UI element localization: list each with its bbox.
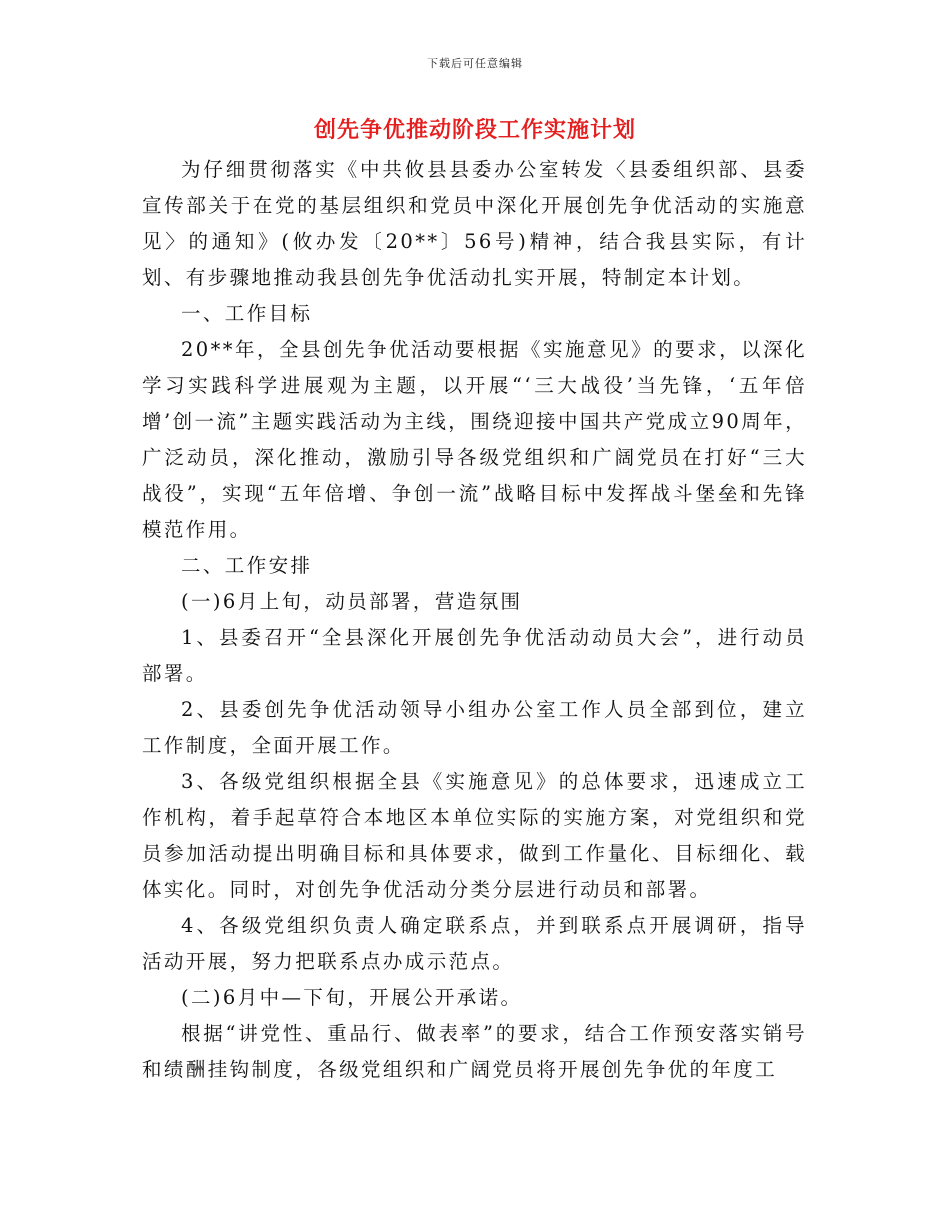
document-body	[142, 152, 807, 1088]
heading-work-goal: 一、工作目标	[181, 302, 313, 325]
paragraph-item-3: 3、各级党组织根据全县《实施意见》的总体要求，迅速成立工作机构，着手起草符合本地区本单位实际的实施方案，对党组织和党员参加活动提出明确目标和具体要求，做到工作量化、目标细化、载体实化。同时，对创先争优活动分类分层进行动员和部署。	[142, 770, 807, 901]
paragraph-phase-2: 根据“讲党性、重品行、做表率”的要求，结合工作预安落实销号和绩酬挂钩制度，各级党组织和广阔党员将开展创先争优的年度工	[142, 1022, 807, 1081]
heading-work-arrangement: 二、工作安排	[181, 554, 313, 577]
paragraph-work-goal: 20**年，全县创先争优活动要根据《实施意见》的要求，以深化学习实践科学进展观为主题，以开展“‘三大战役’当先锋，‘五年倍增’创一流”主题实践活动为主线，围绕迎接中国共产党成立90周年，广泛动员，深化推动，激励引导各级党组织和广阔党员在打好“三大战役”，实现“五年倍增、争创一流”战略目标中发挥战斗堡垒和先锋模范作用。	[142, 338, 807, 541]
paragraph-item-2: 2、县委创先争优活动领导小组办公室工作人员全部到位，建立工作制度，全面开展工作。	[142, 698, 807, 757]
paragraph-item-4: 4、各级党组织负责人确定联系点，并到联系点开展调研，指导活动开展，努力把联系点办成示范点。	[142, 914, 807, 973]
header-note: 下载后可任意编辑	[427, 57, 523, 70]
paragraph-item-1: 1、县委召开“全县深化开展创先争优活动动员大会”，进行动员部署。	[142, 626, 807, 685]
document-title: 创先争优推动阶段工作实施计划	[313, 117, 636, 143]
paragraph-intro: 为仔细贯彻落实《中共攸县县委办公室转发〈县委组织部、县委宣传部关于在党的基层组织和党员中深化开展创先争优活动的实施意见〉的通知》(攸办发〔20**〕56号)精神，结合我县实际，有计划、有步骤地推动我县创先争优活动扎实开展，特制定本计划。	[142, 158, 807, 289]
subheading-phase-1: (一)6月上旬，动员部署，营造氛围	[181, 590, 523, 613]
subheading-phase-2: (二)6月中—下旬，开展公开承诺。	[181, 986, 523, 1009]
